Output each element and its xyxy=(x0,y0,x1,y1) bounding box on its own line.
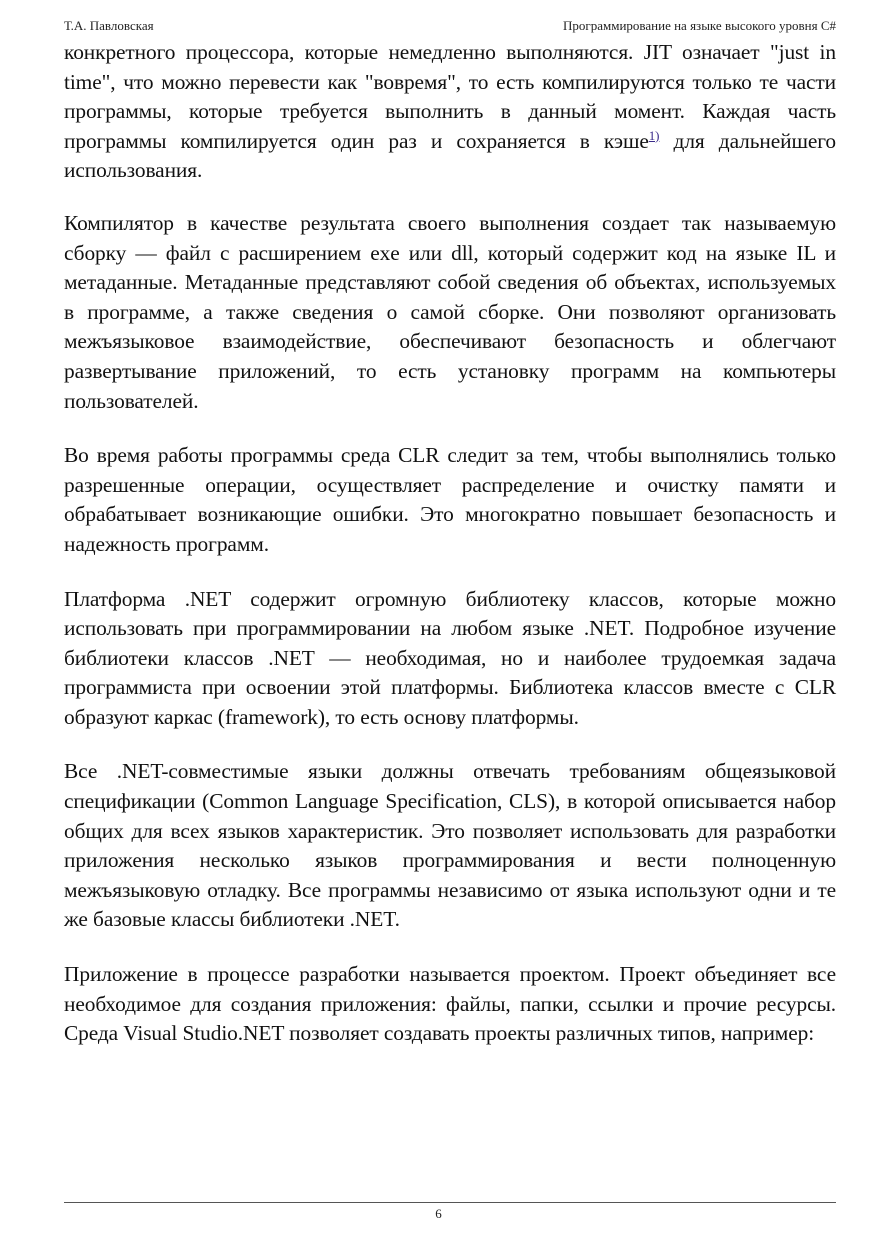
paragraph-assembly: Компилятор в качестве результата своего выполнения создает так называемую сборку — файл с расширением exe или dll, который содержит код на языке IL и метаданные. Метаданные представляют собой сведения об объектах, используемых в программе, а также сведения о самой сборке. Они позволяют организовать межъязыковое взаимодействие, обеспечивают безопасность и облегчают развертывание приложений, то есть установку программ на компьютеры пользователей. xyxy=(64,210,836,413)
page-number: 6 xyxy=(435,1206,442,1221)
paragraph-jit xyxy=(64,38,836,186)
footnote-link[interactable]: 1) xyxy=(648,127,660,143)
header-book-title: Программирование на языке высокого уровня C# xyxy=(563,18,836,33)
page-body xyxy=(64,38,836,1074)
page-header xyxy=(64,16,836,36)
paragraph-project: Приложение в процессе разработки называется проектом. Проект объединяет все необходимое для создания приложения: файлы, папки, ссылки и прочие ресурсы. Среда Visual Studio.NET позволяет создавать проекты различных типов, например: xyxy=(64,962,836,1046)
paragraph-jit-tail: для дальнейшего использования. xyxy=(64,128,836,183)
paragraph-class-library: Платформа .NET содержит огромную библиотеку классов, которые можно использовать при программировании на любом языке .NET. Подробное изучение библиотеки классов .NET — необходимая, но и наиболее трудоемкая задача программиста при освоении этой платформы. Библиотека классов вместе с CLR образуют каркас (framework), то есть основу платформы. xyxy=(64,586,836,729)
paragraph-cls: Все .NET-совместимые языки должны отвечать требованиям общеязыковой спецификации (Common Language Specification, CLS), в которой описывается набор общих для всех языков характеристик. Это позволяет использовать для разработки приложения несколько языков программирования и вести полноценную межъязыковую отладку. Все программы независимо от языка используют одни и те же базовые классы библиотеки .NET. xyxy=(64,759,836,932)
footer-divider xyxy=(64,1202,836,1203)
header-author: Т.А. Павловская xyxy=(64,18,154,33)
paragraph-clr: Во время работы программы среда CLR следит за тем, чтобы выполнялись только разрешенные операции, осуществляет распределение и очистку памяти и обрабатывает возникающие ошибки. Это многократно повышает безопасность и надежность программ. xyxy=(64,443,836,556)
paragraph-jit-text: конкретного процессора, которые немедленно выполняются. JIT означает "just in time", что можно перевести как "вовремя", то есть компилируются только те части программы, которые требуется выполнить в данный момент. Каждая часть программы компилируется один раз и сохраняется в кэше xyxy=(64,40,836,153)
